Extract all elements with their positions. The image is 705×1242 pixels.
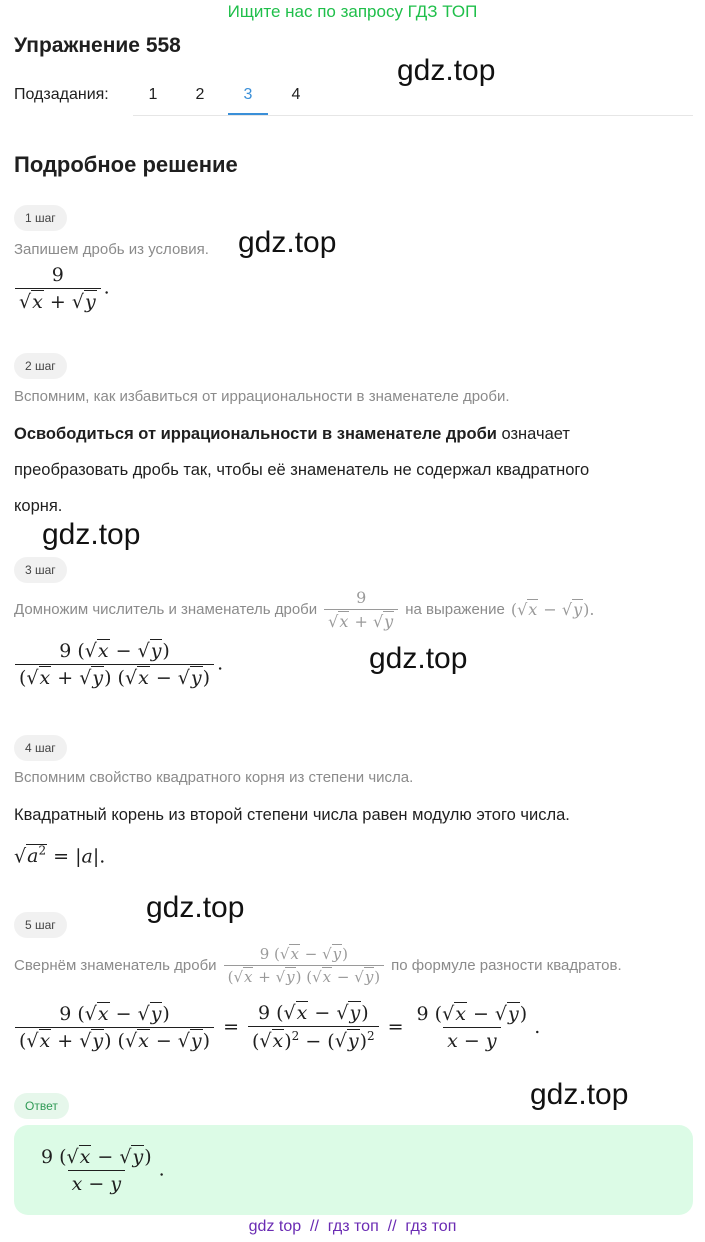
step-text: Вспомним, как избавиться от иррациональности в знаменателе дроби. bbox=[14, 388, 510, 405]
watermark: gdz.top bbox=[369, 642, 468, 675]
step-badge: 1 шаг bbox=[14, 205, 67, 231]
subtasks-label: Подзадания: bbox=[14, 86, 109, 103]
step-badge: 4 шаг bbox=[14, 735, 67, 761]
step-text: Вспомним свойство квадратного корня из степени числа. bbox=[14, 769, 414, 786]
definition-line: корня. bbox=[14, 497, 63, 515]
step-badge: 3 шаг bbox=[14, 557, 67, 583]
definition-text bbox=[14, 416, 694, 524]
page-title: Упражнение 558 bbox=[14, 34, 181, 57]
step-text-part: Свернём знаменатель дроби bbox=[14, 957, 217, 974]
watermark: gdz.top bbox=[397, 54, 496, 87]
subtask-tab-4[interactable]: 4 bbox=[291, 86, 301, 103]
section-title: Подробное решение bbox=[14, 152, 238, 177]
active-tab-indicator bbox=[228, 113, 268, 115]
watermark: gdz.top bbox=[42, 518, 141, 551]
formula: $\frac{9 (√x - √y)}{(√x + √y) (√x - √y)}$ = $\frac{9 (√x - √y)}{(√x)^2 - (√y)^2}$ = $\frac{9 (√x - √y)}{x - y}$ . bbox=[12, 1002, 540, 1052]
footer-links[interactable]: gdz top // гдз топ // гдз топ bbox=[248, 1218, 457, 1235]
subtask-tab-3[interactable]: 3 bbox=[243, 86, 253, 103]
inline-formula: (√x − √y). bbox=[510, 600, 595, 619]
watermark: gdz.top bbox=[146, 891, 245, 924]
definition-rest: означает bbox=[496, 425, 570, 443]
subtask-tab-1[interactable]: 1 bbox=[148, 86, 158, 103]
watermark: gdz.top bbox=[238, 226, 337, 259]
subtask-tab-2[interactable]: 2 bbox=[195, 86, 205, 103]
step-text-part: на выражение bbox=[405, 601, 505, 618]
step-text bbox=[14, 588, 594, 631]
formula: $\frac{9 (√x - √y)}{(√x + √y) (√x - √y)}$ . bbox=[12, 640, 223, 689]
inline-formula: $\frac{9 (√x - √y)}{(√x + √y) (√x - √y)}$ bbox=[221, 945, 388, 986]
definition-line: преобразовать дробь так, чтобы её знаменатель не содержал квадратного bbox=[14, 461, 590, 479]
step-text-part: Домножим числитель и знаменатель дроби bbox=[14, 601, 318, 618]
watermark: gdz.top bbox=[530, 1078, 629, 1111]
definition-term: Освободиться от иррациональности в знаменателе дроби bbox=[14, 425, 497, 443]
step-text-part: по формуле разности квадратов. bbox=[391, 957, 622, 974]
step-text bbox=[14, 945, 622, 986]
step-text: Запишем дробь из условия. bbox=[14, 241, 209, 258]
formula: $\frac{9}{√x + √y}$ . bbox=[12, 264, 110, 313]
search-banner[interactable]: Ищите нас по запросу ГДЗ ТОП bbox=[227, 2, 478, 21]
tabs-divider bbox=[133, 115, 693, 116]
answer-badge: Ответ bbox=[14, 1093, 69, 1119]
rule-text: Квадратный корень из второй степени числа равен модулю этого числа. bbox=[14, 806, 570, 824]
inline-formula: $\frac{9}{√x + √y}$ bbox=[321, 588, 401, 631]
step-badge: 2 шаг bbox=[14, 353, 67, 379]
answer-formula: $\frac{9 (√x - √y)}{x - y}$ . bbox=[41, 1146, 165, 1195]
step-badge: 5 шаг bbox=[14, 912, 67, 938]
formula: $√a^2 = |a|$. bbox=[14, 844, 106, 868]
